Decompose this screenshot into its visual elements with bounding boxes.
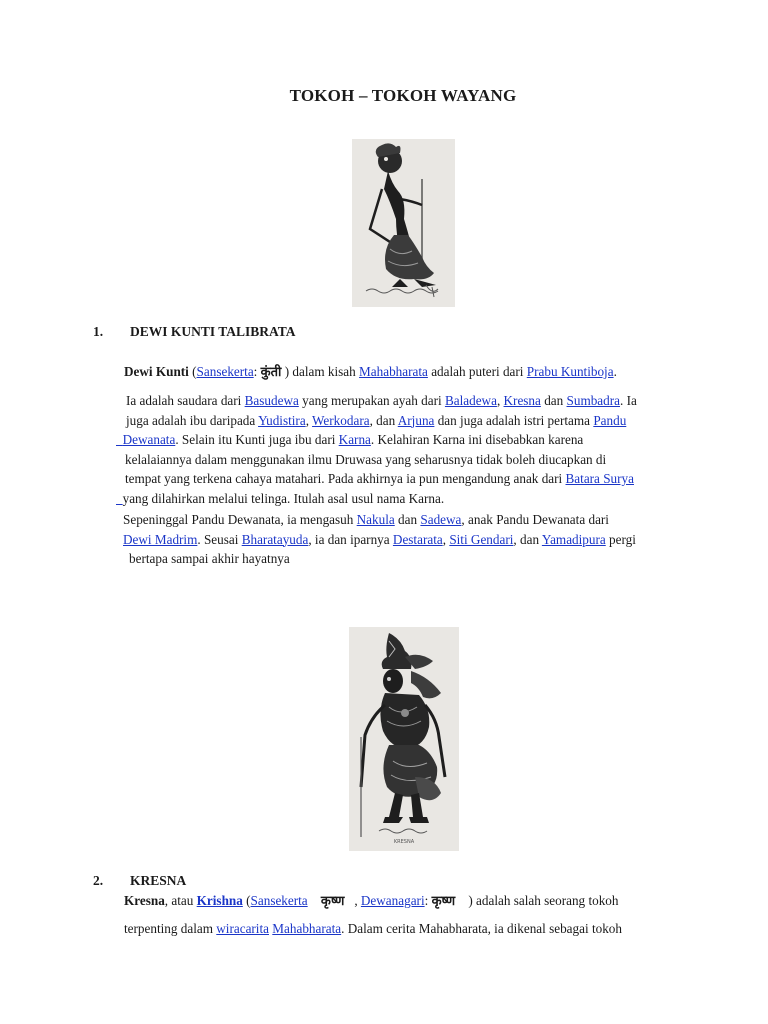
link-karna[interactable]: Karna xyxy=(338,432,371,447)
section-number: 2. xyxy=(93,873,104,888)
link-sansekerta[interactable]: Sansekerta xyxy=(196,364,254,379)
link-yudistira[interactable]: Yudistira xyxy=(258,412,306,428)
kresna-paragraph-1 xyxy=(124,891,714,912)
link-basudewa[interactable]: Basudewa xyxy=(244,393,299,408)
text-run: dan xyxy=(394,512,421,527)
link-arjuna[interactable]: Arjuna xyxy=(397,412,435,428)
link-kresna[interactable]: Kresna xyxy=(503,393,541,408)
text-run: , xyxy=(351,893,361,908)
link-sadewa[interactable]: Sadewa xyxy=(420,512,462,527)
text-run: , xyxy=(442,531,450,547)
link-prabu-kuntiboja[interactable]: Prabu Kuntiboja xyxy=(526,364,614,379)
text-run: : xyxy=(424,893,432,908)
link-baladewa[interactable]: Baladewa xyxy=(444,393,497,408)
kunti-paragraph-2 xyxy=(123,510,713,569)
wayang-kresna-illustration xyxy=(349,627,459,851)
section-heading-kresna xyxy=(93,873,293,891)
link-destarata[interactable]: Destarata xyxy=(392,531,443,547)
text-run: yang dilahirkan melalui telinga. Itulah asal usul nama Karna. xyxy=(122,490,445,506)
text-run: , atau xyxy=(164,893,197,908)
kunti-name: Dewi Kunti xyxy=(124,364,189,379)
text-run: tempat yang terkena cahaya matahari. Pada akhirnya ia pun mengandung anak dari xyxy=(125,471,566,486)
link-mahabharata-2[interactable]: Mahabharata xyxy=(272,921,342,936)
wayang-kresna-image xyxy=(349,627,459,851)
text-run: dan juga adalah istri pertama xyxy=(434,412,594,428)
text-run: pergi xyxy=(605,531,636,547)
link-dewanata[interactable] xyxy=(116,432,175,447)
text-run: ) adalah salah seorang tokoh xyxy=(465,893,619,908)
link-werkodara[interactable]: Werkodara xyxy=(312,412,370,428)
text-run: ) dalam kisah xyxy=(281,364,360,379)
link-mahabharata[interactable]: Mahabharata xyxy=(359,364,428,379)
text-line: bertapa sampai akhir hayatnya xyxy=(129,551,290,566)
text-run: . Seusai xyxy=(197,531,242,547)
text-run: juga adalah ibu daripada xyxy=(126,412,259,428)
text-run: , anak Pandu Dewanata dari xyxy=(461,512,609,527)
kresna-paragraph-2 xyxy=(124,919,714,939)
text-run: . Dalam cerita Mahabharata, ia dikenal sebagai tokoh xyxy=(341,921,622,936)
link-siti-gendari[interactable]: Siti Gendari xyxy=(449,531,514,547)
devanagari-kresna-1: कृष्ण xyxy=(320,894,345,909)
page-title: TOKOH – TOKOH WAYANG xyxy=(289,86,517,105)
link-krishna[interactable] xyxy=(197,893,243,908)
text-run: ( xyxy=(188,364,197,379)
link-nakula[interactable]: Nakula xyxy=(356,512,395,527)
text-run: Sepeninggal Pandu Dewanata, ia mengasuh xyxy=(123,512,357,527)
link-text: Dewanata xyxy=(122,432,176,447)
kunti-paragraph-1 xyxy=(124,391,712,508)
text-run: Ia adalah saudara dari xyxy=(126,393,245,408)
link-text: Krishna xyxy=(196,893,243,908)
text-run: , xyxy=(305,412,313,428)
text-run: . Ia xyxy=(620,393,637,408)
wayang-kunti-illustration xyxy=(352,139,455,307)
wayang-kunti-image xyxy=(352,139,455,307)
link-batara-surya[interactable]: Batara Surya xyxy=(565,471,634,486)
text-run: . xyxy=(613,364,617,379)
link-wiracarita[interactable]: wiracarita xyxy=(216,921,269,936)
text-run: terpenting dalam xyxy=(124,921,217,936)
text-run: adalah puteri dari xyxy=(427,364,527,379)
section-title: DEWI KUNTI TALIBRATA xyxy=(130,324,296,339)
link-sumbadra[interactable]: Sumbadra xyxy=(566,393,621,408)
link-dewi-madrim[interactable]: Dewi Madrim xyxy=(123,531,198,547)
link-bharatayuda[interactable]: Bharatayuda xyxy=(241,531,309,547)
link-pandu[interactable]: Pandu xyxy=(593,412,627,428)
text-run: yang merupakan ayah dari xyxy=(298,393,445,408)
devanagari-kresna-2: कृष्ण xyxy=(431,894,456,909)
link-yamadipura[interactable]: Yamadipura xyxy=(541,531,606,547)
link-underscore[interactable] xyxy=(116,491,123,506)
devanagari-kunti: कुंती xyxy=(260,365,282,380)
text-run: , ia dan iparnya xyxy=(308,531,393,547)
section-title: KRESNA xyxy=(130,873,187,888)
text-run: , dan xyxy=(369,412,398,428)
section-number: 1. xyxy=(93,324,104,339)
text-run: . Selain itu Kunti juga ibu dari xyxy=(175,432,339,447)
text-run: dan xyxy=(540,393,567,408)
text-run: ( xyxy=(242,893,251,908)
text-run: , xyxy=(496,393,504,408)
link-sansekerta-2[interactable]: Sansekerta xyxy=(250,893,308,908)
text-run: , dan xyxy=(513,531,542,547)
kresna-name: Kresna xyxy=(124,893,165,908)
section-heading-dewi-kunti xyxy=(93,324,393,342)
text-run: : xyxy=(253,364,261,379)
text-run: . Kelahiran Karna ini disebabkan karena xyxy=(370,432,584,447)
figure-caption-kresna: KRESNA xyxy=(393,839,415,845)
link-dewanagari[interactable]: Dewanagari xyxy=(360,893,425,908)
kunti-intro-paragraph xyxy=(124,362,714,383)
text-line: kelalaiannya dalam menggunakan ilmu Druwasa yang seharusnya tidak boleh diucapkan di xyxy=(125,451,607,467)
